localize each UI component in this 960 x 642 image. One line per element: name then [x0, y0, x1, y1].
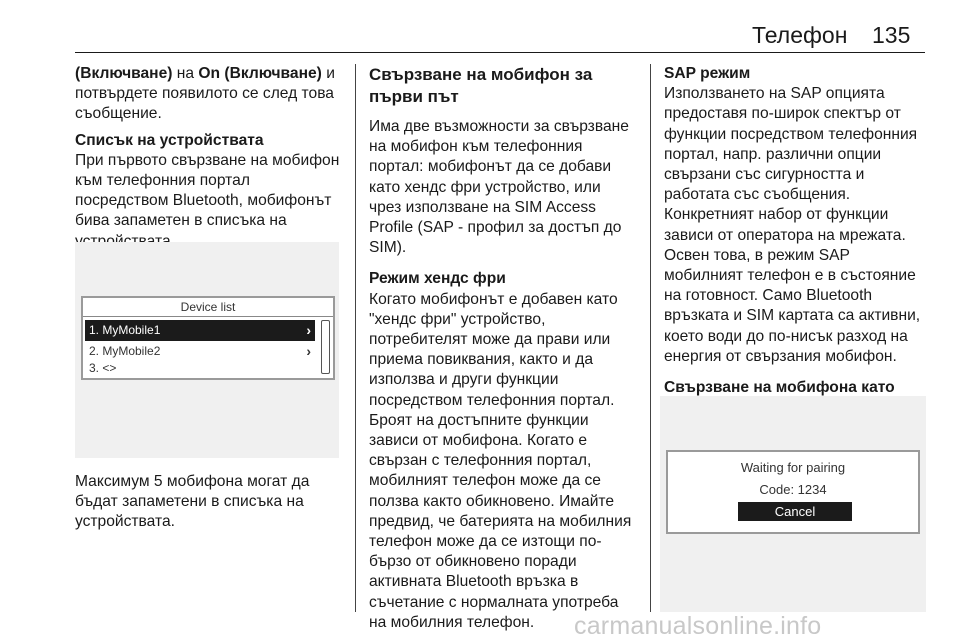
pairing-code-text: Code: 1234 — [759, 482, 827, 497]
column-divider — [650, 64, 651, 612]
intro-text-2: и потвърдете появилото се след това съобщение. — [75, 65, 335, 123]
handsfree-mode-heading: Режим хендс фри — [369, 270, 506, 288]
watermark: carmanualsonline.info — [574, 612, 822, 640]
device-list-screen — [81, 296, 335, 380]
device-list-item[interactable] — [85, 320, 315, 341]
device-list-text: При първото свързване на мобифон към телефонния портал посредством Bluetooth, мобифонът бива запаметен в списъка на — [75, 151, 340, 230]
column-2 — [369, 64, 634, 633]
column-1-bottom — [75, 472, 347, 533]
column-3 — [664, 64, 928, 418]
pairing-status-text: Waiting for pairing — [740, 460, 846, 475]
device-list-figure — [75, 242, 339, 458]
chevron-right-icon: › — [306, 322, 311, 338]
device-list-divider — [83, 316, 333, 317]
column-1 — [75, 64, 347, 252]
pairing-screen — [666, 450, 920, 534]
handsfree-mode-text: Когато мобифонът е добавен като "хендс фри" устройство, потребителят може да прави или приема повиквания, както и да използва и други функции посредством телефонния портал. Броят на достъпните функции зависи от мобифона. Когато е свързан с телефонния портал, мобилният телефон може да се ползва както обикновено. Имайте предвид, че батерията на мобилния телефон може да се изтощи по-бързо от обикновено поради активната Bluetooth връзка в съчетание с нормалната употреба на мобилния телефон. — [369, 290, 632, 631]
page-number: 135 — [872, 22, 911, 48]
sap-mode-text: Използването на SAP опцията предоставя по-широк спектър от функции посредством телефонния портал, напр. различни опции свързани със сигурността и работата със съобщения. Конкретният набор от функции зависи от оператора на мрежата. Освен това, в режим SAP мобилният телефон е в състояние на готовност. Само Bluetooth връзката и SIM картата са активни, което води до по-нисък разход на енергия от свързания мобифон. — [664, 85, 921, 365]
max-devices-text: Максимум 5 мобифона могат да бъдат запаметени в списъка на устройствата. — [75, 473, 310, 531]
device-list-title: Device list — [180, 300, 236, 314]
page-header-title: Телефон — [752, 22, 848, 48]
handsfree-connect-heading: Свързване на мобифона като — [664, 379, 895, 397]
intro-bold-2: On (Включване) — [198, 65, 322, 82]
pairing-figure — [660, 396, 926, 612]
device-list-item-label: 1. MyMobile1 — [89, 323, 161, 337]
device-list-item-label: 2. MyMobile2 — [89, 344, 161, 358]
scrollbar[interactable] — [321, 320, 330, 374]
column-divider — [355, 64, 356, 612]
sap-mode-heading: SAP режим — [664, 65, 751, 82]
intro-paragraph — [75, 64, 347, 125]
header-rule — [75, 52, 925, 53]
intro-bold-1: (Включване) — [75, 65, 173, 82]
device-list-item[interactable] — [85, 360, 315, 378]
first-connection-text: Има две възможности за свързване на мобифон към телефонния портал: мобифонът да се добави като хендс фри устройство, или чрез използване на SIM Access Profile (SAP - профил за достъп до SIM). — [369, 118, 629, 257]
cancel-button[interactable]: Cancel — [738, 502, 852, 521]
intro-text-1: на — [172, 65, 199, 82]
device-list-item[interactable] — [85, 341, 315, 362]
first-connection-heading: Свързване на мобифон за първи път — [369, 65, 593, 106]
device-list-heading: Списък на устройствата — [75, 131, 264, 149]
chevron-right-icon: › — [306, 343, 311, 359]
device-list-item-label: 3. <> — [89, 361, 117, 375]
